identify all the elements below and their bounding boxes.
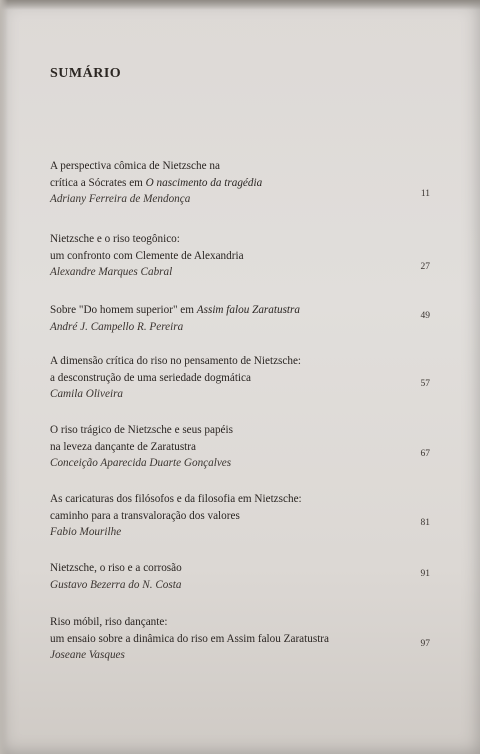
entry-author: Fabio Mourilhe [50, 526, 122, 538]
toc-entry [50, 158, 430, 208]
entry-author: Conceição Aparecida Duarte Gonçalves [50, 457, 232, 469]
entry-title-line-1: O riso trágico de Nietzsche e seus papéis [50, 424, 233, 436]
toc-entry [50, 614, 430, 664]
entry-title-line-2: um confronto com Clemente de Alexandria [50, 249, 244, 262]
toc-entry [50, 302, 430, 335]
entry-title-line-2: a desconstrução de uma seriedade dogmática [50, 371, 251, 384]
entry-title-line-1: Sobre "Do homem superior" em Assim falou Zaratustra [50, 304, 300, 316]
entry-title-line-2: um ensaio sobre a dinâmica do riso em Assim falou Zaratustra [50, 632, 329, 645]
entry-author: Gustavo Bezerra do N. Costa [50, 578, 182, 591]
entry-page-number: 81 [420, 518, 430, 528]
toc-entry [50, 560, 430, 593]
toc-entry [50, 353, 430, 403]
entry-author: Adriany Ferreira de Mendonça [50, 193, 191, 205]
entry-author: Joseane Vasques [50, 649, 125, 661]
entry-page-number: 91 [420, 569, 430, 579]
entry-title-line-1: Nietzsche e o riso teogônico: [50, 233, 180, 245]
entry-page-number: 67 [420, 449, 430, 459]
entry-book-title: O nascimento da tragédia [145, 176, 263, 189]
entry-title-line-1: Riso móbil, riso dançante: [50, 616, 168, 628]
entry-title-line-2: caminho para a transvaloração dos valores [50, 509, 240, 522]
entry-author: Alexandre Marques Cabral [50, 266, 173, 278]
toc-entry [50, 231, 430, 281]
entry-title-line-1: Nietzsche, o riso e a corrosão [50, 562, 182, 574]
toc-entry [50, 491, 430, 541]
entry-page-number: 27 [420, 262, 430, 272]
entry-author: André J. Campello R. Pereira [50, 320, 184, 333]
entry-page-number: 97 [420, 639, 430, 649]
entry-title-line-1: A perspectiva cômica de Nietzsche na [50, 160, 220, 172]
entry-author: Camila Oliveira [50, 388, 124, 400]
entry-title-line-2: na leveza dançante de Zaratustra [50, 440, 196, 453]
page-top-shadow [0, 0, 480, 10]
entry-title-line-1: As caricaturas dos filósofos e da filosofia em Nietzsche: [50, 493, 302, 505]
page-title: SUMÁRIO [50, 66, 122, 81]
entry-page-number: 49 [420, 311, 430, 321]
entry-title-line-1: A dimensão crítica do riso no pensamento de Nietzsche: [50, 355, 302, 367]
page-left-edge [0, 0, 8, 754]
entry-title-line-2: crítica a Sócrates em O nascimento da tragédia [50, 176, 263, 189]
entry-page-number: 11 [420, 189, 430, 199]
entry-page-number: 57 [420, 379, 430, 389]
toc-entry [50, 422, 430, 472]
entry-book-title: Assim falou Zaratustra [196, 304, 300, 316]
